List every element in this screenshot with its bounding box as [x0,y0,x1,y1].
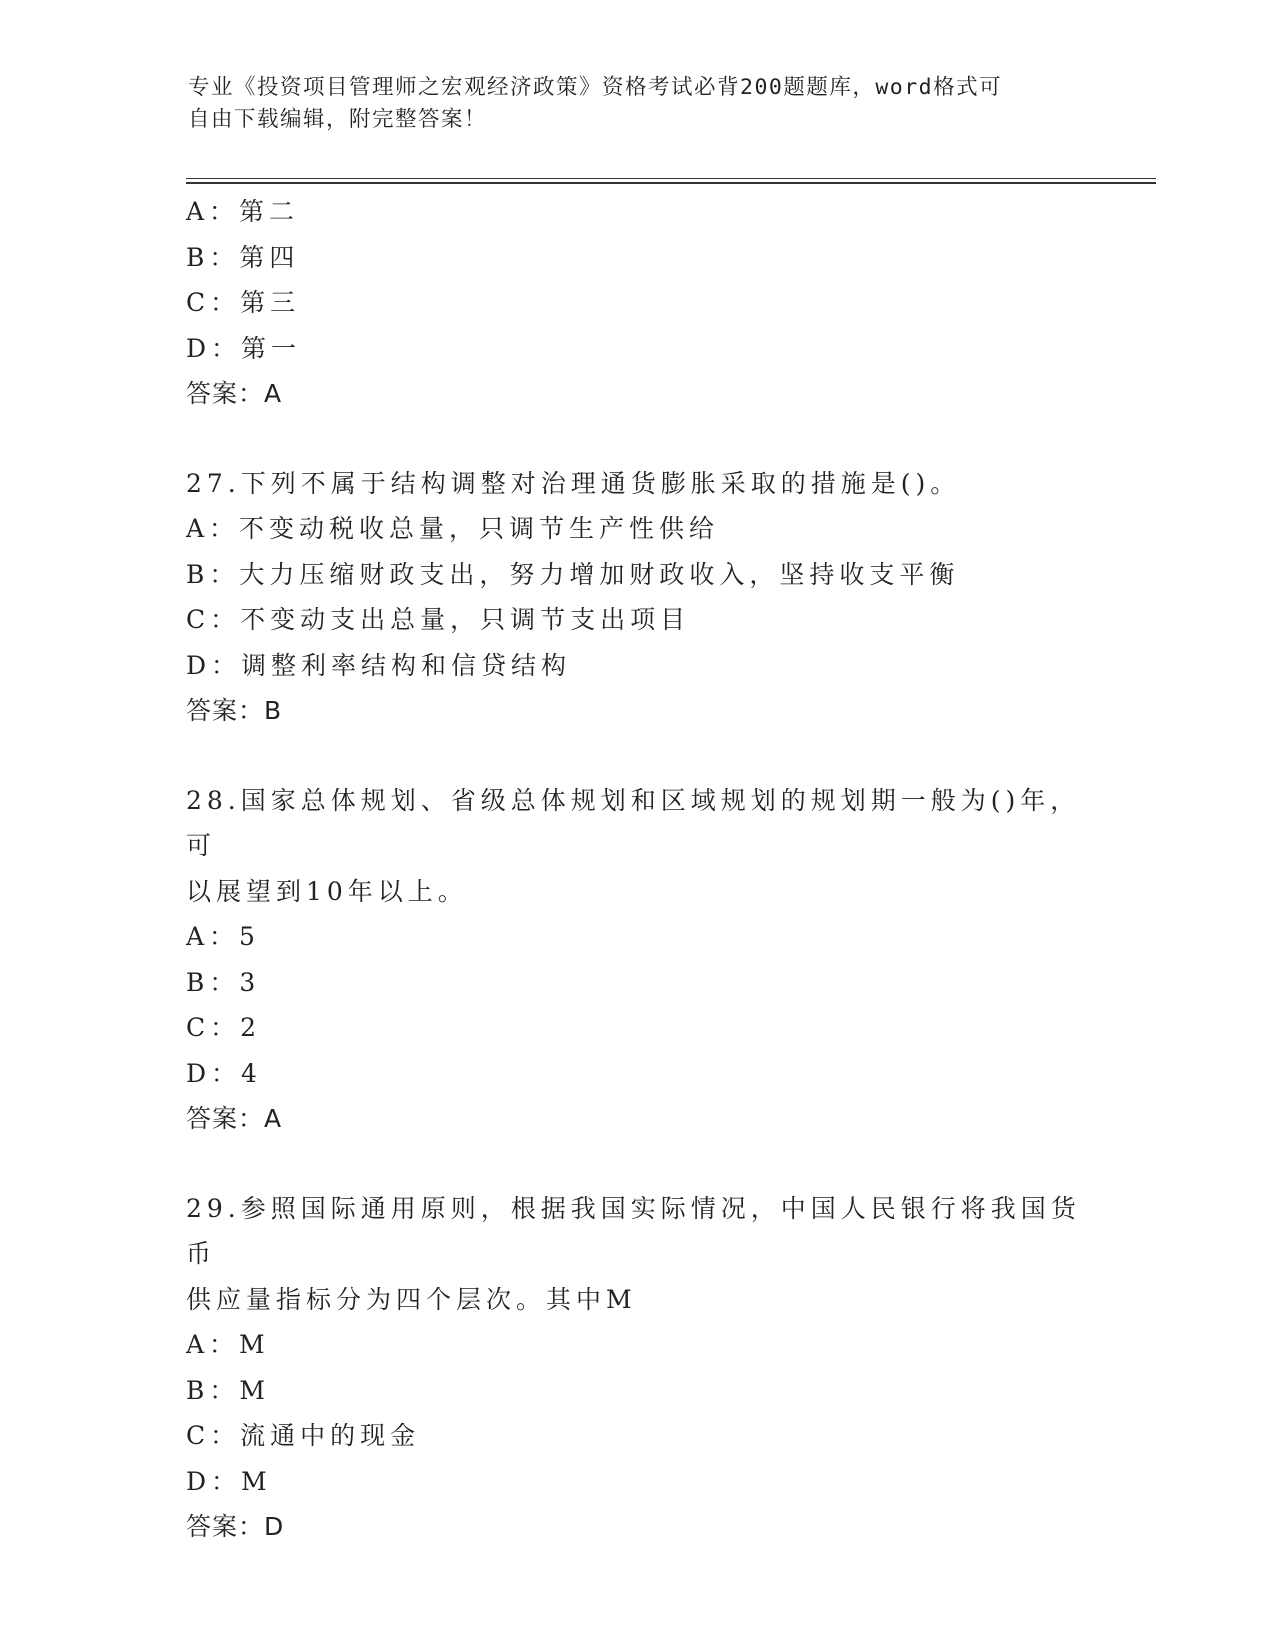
question-spacer [186,417,1086,461]
option-c: C：2 [186,1013,262,1042]
question-26 [186,189,1086,417]
option-b: B：大力压缩财政支出，努力增加财政收入，坚持收支平衡 [186,559,960,589]
answer-line: 答案：A [186,1104,283,1133]
question-spacer [186,1142,1086,1186]
option-d: D：M [186,1466,272,1496]
option-d: D：4 [186,1058,262,1088]
option-b: B：M [186,1375,270,1405]
question-list [186,189,1086,1550]
question-stem-line-1: 29.参照国际通用原则，根据我国实际情况，中国人民银行将我国货币 [186,1193,1081,1268]
question-stem-line-2: 供应量指标分为四个层次。其中M [186,1284,637,1314]
option-a: A：M [186,1330,270,1359]
option-a: A：5 [186,922,260,951]
question-stem-line-1: 28.国家总体规划、省级总体规划和区域规划的规划期一般为()年，可 [186,785,1081,860]
question-29 [186,1186,1086,1550]
header-line-2: 自由下载编辑，附完整答案！ [188,107,488,132]
header-divider-thin [186,178,1156,179]
option-c: C：不变动支出总量，只调节支出项目 [186,605,691,634]
header-divider-thick [186,182,1156,184]
option-c: C：流通中的现金 [186,1421,421,1450]
question-stem-line-2: 以展望到10年以上。 [186,876,468,906]
question-27 [186,461,1086,734]
option-d: D：调整利率结构和信贷结构 [186,650,572,680]
answer-line: 答案：D [186,1512,285,1541]
option-a: A：第二 [186,197,300,226]
question-stem: 27.下列不属于结构调整对治理通货膨胀采取的措施是()。 [186,468,961,498]
option-b: B：3 [186,967,261,997]
option-a: A：不变动税收总量，只调节生产性供给 [186,514,720,543]
option-d: D：第一 [186,333,302,363]
answer-line: 答案：B [186,696,283,725]
option-b: B：第四 [186,242,300,272]
header-line-1: 专业《投资项目管理师之宏观经济政策》资格考试必背200题题库，word格式可 [188,75,1003,100]
question-28 [186,778,1086,1142]
answer-line: 答案：A [186,379,283,408]
document-header [188,72,1088,136]
option-c: C：第三 [186,288,301,317]
question-spacer [186,734,1086,778]
